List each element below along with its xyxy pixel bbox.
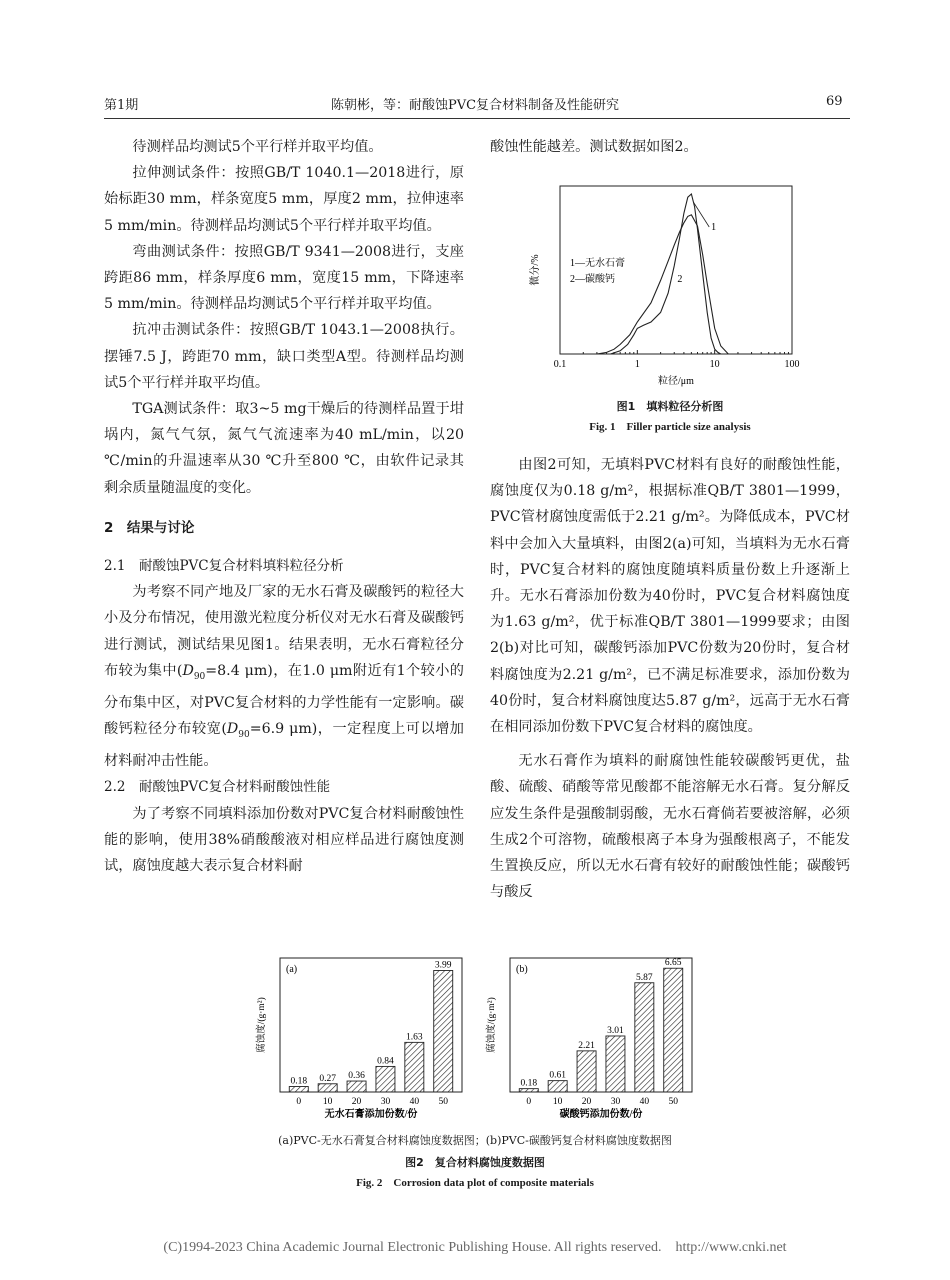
paragraph: 酸蚀性能越差。测试数据如图2。 (490, 139, 698, 155)
header-rule (104, 118, 850, 119)
bar (405, 1042, 424, 1092)
series-line-1 (611, 194, 721, 354)
bar (376, 1066, 395, 1092)
figure-2-subcaption: (a)PVC-无水石膏复合材料腐蚀度数据图；(b)PVC-碳酸钙复合材料腐蚀度数据图 (278, 1134, 672, 1147)
x-axis-label: 粒径/μm (658, 376, 694, 387)
paragraph: 由图2可知，无填料PVC材料有良好的耐酸蚀性能，腐蚀度仅为0.18 g/m²，根据标准QB/T 3801—1999，PVC管材腐蚀度需低于2.21 g/m²。为降低成本，PVC材料中会加入大量填料，由图2(a)可知，当填料为无水石膏时，PVC复合材料的腐蚀度随填料质量份数上升逐渐上升。无水石膏添加份数为40份时，PVC复合材料腐蚀度为1.63 g/m²，优于标准QB/T 3801—1999要求；由图2(b)对比可知，碳酸钙添加PVC份数为20份时，复合材料腐蚀度为2.21 g/m²，已不满足标准要求，添加份数为40份时，复合材料腐蚀度达5.87 g/m²，远高于无水石膏在相同添加份数下PVC复合材料的腐蚀度。 (490, 457, 850, 736)
paragraph: 待测样品均测试5个平行样并取平均值。 (132, 139, 383, 155)
paragraph: 抗冲击测试条件：按照GB/T 1043.1—2008执行。摆锤7.5 J，跨距70 mm，缺口类型A型。待测样品均测试5个平行样并取平均值。 (104, 322, 464, 391)
running-header-issue: 第1期 (104, 98, 139, 113)
figure-2b-chart (480, 950, 700, 1125)
x-tick-label: 1 (634, 359, 640, 370)
x-tick-label: 0.1 (553, 359, 567, 370)
data-label: 3.99 (434, 960, 452, 971)
x-tick-label: 40 (409, 1097, 420, 1107)
plot-frame (560, 186, 792, 354)
data-label: 6.65 (664, 958, 682, 969)
bar (519, 1089, 538, 1092)
figure-2-caption-en: Fig. 2 Corrosion data plot of composite materials (356, 1177, 594, 1189)
x-tick-label: 10 (322, 1097, 333, 1107)
y-axis-label: 腐蚀度/(g·m²) (487, 997, 497, 1053)
figure-2a-chart (250, 950, 470, 1125)
running-header-title: 陈朝彬，等：耐酸蚀PVC复合材料制备及性能研究 (330, 98, 620, 113)
x-tick-label: 10 (709, 359, 720, 370)
paragraph: 弯曲测试条件：按照GB/T 9341—2008进行，支座跨距86 mm，样条厚度6 mm，宽度15 mm，下降速率5 mm/min。待测样品均测试5个平行样并取平均值。 (104, 243, 464, 313)
panel-label: (a) (286, 964, 298, 975)
paragraph: 为考察不同产地及厂家的无水石膏及碳酸钙的粒径大小及分布情况，使用激光粒度分析仪对无水石膏及碳酸钙进行测试，测试结果见图1。结果表明，无水石膏粒径分布较为集中($D_{90}=8.4$ μm)，在1.0 μm附近有1个较小的分布集中区，对PVC复合材料的力学性能有一定影响。碳酸钙粒径分布较宽($D_{90}=6.9$ μm)，一定程度上可以增加材料耐冲击性能。 (104, 584, 464, 770)
x-tick-label: 40 (639, 1097, 650, 1107)
panel-label: (b) (516, 964, 528, 975)
bar (664, 968, 683, 1092)
right-column-body (490, 452, 850, 905)
series-line-2 (597, 215, 728, 354)
data-label: 0.27 (319, 1073, 336, 1084)
figure-1-caption-cn: 图1 填料粒径分析图 (616, 400, 724, 413)
bar (606, 1036, 625, 1092)
x-tick-label: 20 (351, 1097, 362, 1107)
x-tick-label: 0 (526, 1097, 532, 1107)
x-tick-label: 0 (296, 1097, 302, 1107)
data-label: 0.61 (549, 1070, 566, 1081)
bar (289, 1087, 308, 1092)
copyright-footer: (C)1994-2023 China Academic Journal Electronic Publishing House. All rights reserved. http://www.cnki.net (163, 1240, 787, 1255)
bar (318, 1084, 337, 1092)
bar (577, 1051, 596, 1092)
y-axis-label: 腐蚀度/(g·m²) (257, 997, 267, 1053)
data-label: 3.01 (607, 1025, 624, 1036)
left-column (104, 134, 464, 879)
data-label: 1.63 (406, 1032, 423, 1043)
x-axis-label: 无水石膏添加份数/份 (324, 1109, 418, 1120)
data-label: 0.18 (520, 1078, 538, 1089)
data-label: 0.36 (348, 1071, 365, 1082)
series-label: 1 (711, 222, 717, 233)
bar (347, 1081, 366, 1092)
paragraph: 无水石膏作为填料的耐腐蚀性能较碳酸钙更优，盐酸、硫酸、硝酸等常见酸都不能溶解无水石膏。复分解反应发生条件是强酸制弱酸，无水石膏倘若要被溶解，必须生成2个可溶物，硫酸根离子本身为强酸根离子，不能发生置换反应，所以无水石膏有较好的耐酸蚀性能；碳酸钙与酸反 (490, 753, 850, 901)
x-axis-label: 碳酸钙添加份数/份 (559, 1109, 643, 1120)
data-label: 2.21 (578, 1040, 595, 1051)
data-label: 0.18 (290, 1076, 308, 1087)
x-tick-label: 50 (438, 1097, 448, 1107)
x-tick-label: 20 (581, 1097, 592, 1107)
paragraph: 为了考察不同填料添加份数对PVC复合材料耐酸蚀性能的影响，使用38%硝酸酸液对相应样品进行腐蚀度测试，腐蚀度越大表示复合材料耐 (104, 805, 464, 874)
legend-entry: 2—碳酸钙 (570, 274, 615, 285)
x-tick-label: 10 (552, 1097, 563, 1107)
bar (548, 1081, 567, 1092)
figure-1-caption-en: Fig. 1 Filler particle size analysis (589, 421, 751, 433)
bar (635, 983, 654, 1092)
subsection-heading: 2.2 耐酸蚀PVC复合材料耐酸蚀性能 (104, 779, 331, 796)
x-tick-label: 100 (784, 359, 800, 370)
paragraph: TGA测试条件：取3~5 mg干燥后的待测样品置于坩埚内，氮气气氛，氮气气流速率为40 mL/min，以20 ℃/min的升温速率从30 ℃升至800 ℃，由软件记录其剩余质量随温度的变化。 (104, 401, 464, 496)
data-label: 0.84 (377, 1056, 394, 1067)
series-label: 2 (677, 274, 683, 285)
bar (434, 970, 453, 1092)
subsection-heading: 2.1 耐酸蚀PVC复合材料填料粒径分析 (104, 558, 344, 575)
data-label: 5.87 (636, 972, 653, 983)
section-heading: 2 结果与讨论 (104, 519, 195, 536)
y-axis-label: 微分/% (530, 254, 541, 286)
paragraph: 拉伸测试条件：按照GB/T 1040.1—2018进行，原始标距30 mm，样条宽度5 mm，厚度2 mm，拉伸速率5 mm/min。待测样品均测试5个平行样并取平均值。 (104, 165, 464, 234)
right-column (490, 134, 850, 160)
x-tick-label: 30 (610, 1097, 621, 1107)
figure-1-chart (520, 178, 810, 388)
figure-2-caption-cn: 图2 复合材料腐蚀度数据图 (405, 1156, 545, 1169)
legend-entry: 1—无水石膏 (570, 258, 625, 269)
x-tick-label: 30 (380, 1097, 391, 1107)
page-number: 69 (826, 94, 843, 109)
x-tick-label: 50 (668, 1097, 678, 1107)
